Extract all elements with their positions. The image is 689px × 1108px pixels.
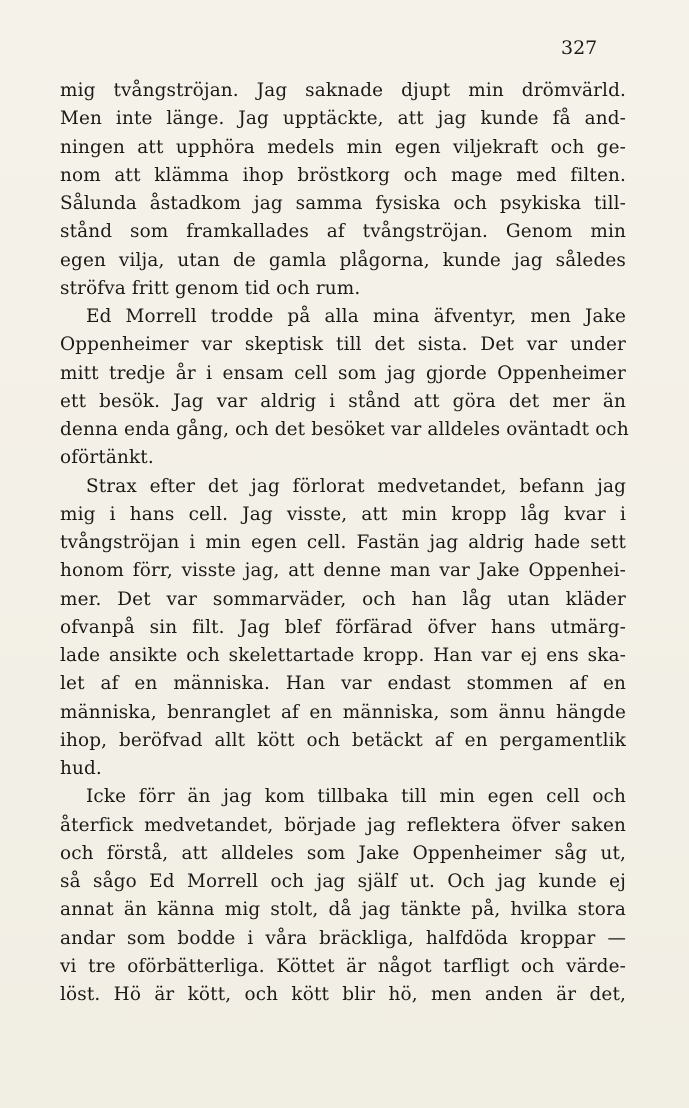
text-line: andar som bodde i våra bräckliga, halfdöda kroppar — xyxy=(60,927,626,949)
text-line: stånd som framkallades af tvångströjan. Genom min xyxy=(60,221,626,243)
text-line: hud. xyxy=(60,758,102,779)
text-line: och förstå, att alldeles som Jake Oppenheimer såg ut, xyxy=(60,842,626,864)
text-line: Icke förr än jag kom tillbaka till min egen cell och xyxy=(86,786,626,808)
text-line: nom att klämma ihop bröstkorg och mage med filten. xyxy=(60,164,626,186)
text-line: återfick medvetandet, började jag reflektera öfver saken xyxy=(60,814,626,836)
text-line: Sålunda åstadkom jag samma fysiska och psykiska till- xyxy=(60,193,626,214)
text-line: Men inte länge. Jag upptäckte, att jag kunde få and- xyxy=(60,108,626,130)
text-line: människa, benranglet af en människa, som ännu hängde xyxy=(60,701,626,723)
text-line: så sågo Ed Morrell och jag själf ut. Och jag kunde ej xyxy=(60,871,626,892)
text-line: mer. Det var sommarväder, och han låg utan kläder xyxy=(60,588,626,610)
text-line: honom förr, visste jag, att denne man var Jake Oppenhei- xyxy=(60,560,626,582)
text-line: lade ansikte och skelettartade kropp. Han var ej ens ska- xyxy=(60,645,626,666)
text-line: tvångströjan i min egen cell. Fastän jag aldrig hade sett xyxy=(60,532,626,553)
text-line: Oppenheimer var skeptisk till det sista. Det var under xyxy=(60,334,626,356)
text-line: denna enda gång, och det besöket var alldeles oväntadt och xyxy=(60,419,629,440)
text-line: oförtänkt. xyxy=(60,447,154,469)
body-text xyxy=(60,77,629,1009)
text-line: löst. Hö är kött, och kött blir hö, men anden är det, xyxy=(60,984,626,1005)
text-line: ströfva fritt genom tid och rum. xyxy=(60,277,361,299)
text-line: ett besök. Jag var aldrig i stånd att göra det mer än xyxy=(60,390,626,412)
text-line: Strax efter det jag förlorat medvetandet, befann jag xyxy=(86,475,626,497)
text-line: let af en människa. Han var endast stommen af en xyxy=(60,673,626,695)
page-number: 327 xyxy=(561,37,598,59)
text-line: ningen att upphöra medels min egen viljekraft och ge- xyxy=(60,136,626,158)
text-line: egen vilja, utan de gamla plågorna, kunde jag således xyxy=(60,249,626,271)
text-line: mig i hans cell. Jag visste, att min kropp låg kvar i xyxy=(60,503,626,525)
text-line: annat än känna mig stolt, då jag tänkte på, hvilka stora xyxy=(60,899,626,921)
text-line: ihop, beröfvad allt kött och betäckt af en pergamentlik xyxy=(60,729,626,751)
text-line: ofvanpå sin filt. Jag blef förfärad öfver hans utmärg- xyxy=(60,616,626,638)
text-line: mitt tredje år i ensam cell som jag gjorde Oppenheimer xyxy=(60,362,626,384)
text-line: mig tvångströjan. Jag saknade djupt min drömvärld. xyxy=(60,80,626,101)
text-line: Ed Morrell trodde på alla mina äfventyr, men Jake xyxy=(86,306,626,327)
text-line: vi tre oförbätterliga. Köttet är något tarfligt och värde- xyxy=(60,955,626,977)
